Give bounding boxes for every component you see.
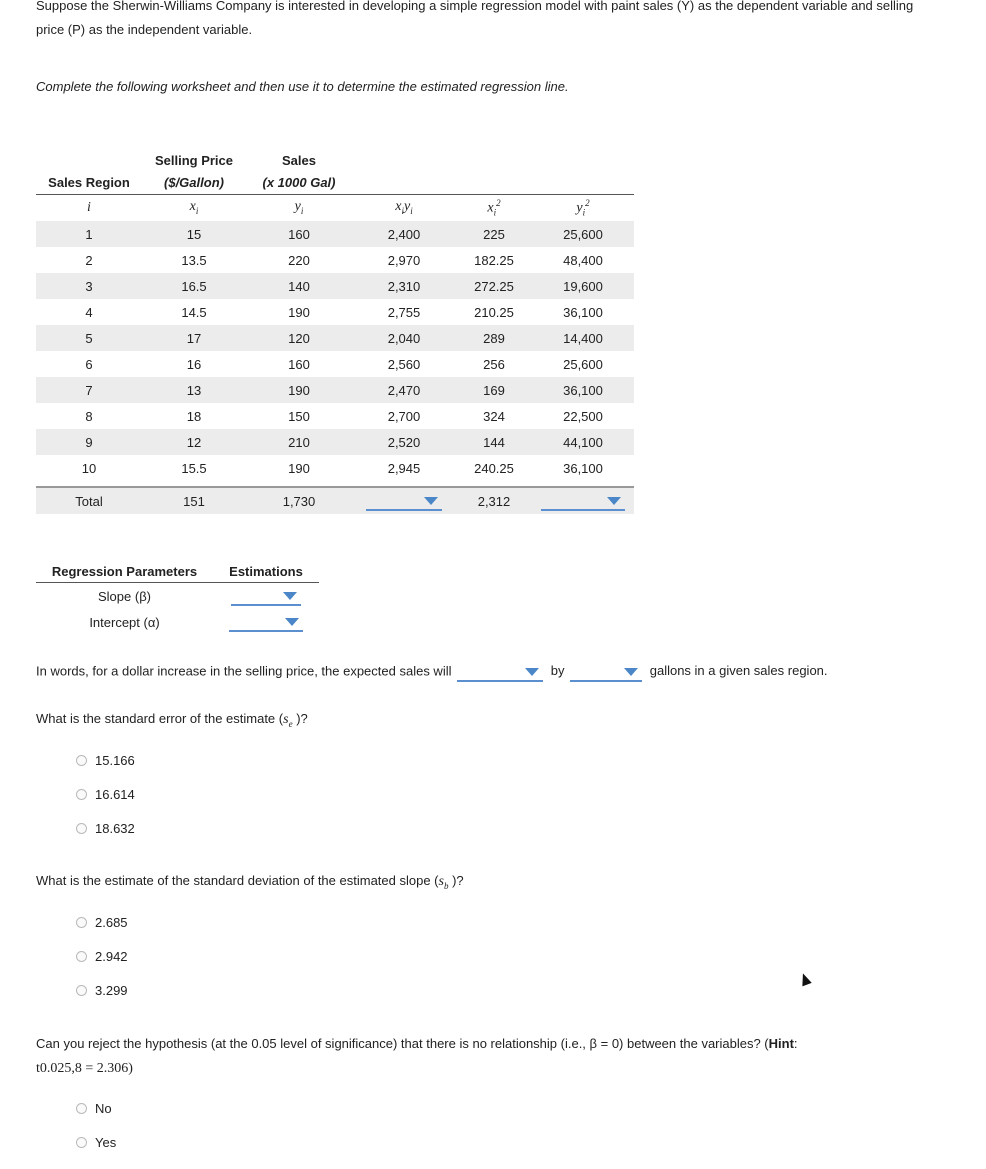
table-row [36,273,634,299]
chevron-down-icon [424,497,438,505]
radio-icon[interactable] [76,1103,87,1114]
symbol-row [36,194,634,221]
total-x: 151 [183,493,205,509]
slope-row [36,583,319,609]
sb-option-1[interactable]: 2.685 [76,915,128,930]
row-index: 4 [85,304,93,320]
header-sales-unit: (x 1000 Gal) [262,175,336,190]
row-price: 16.5 [181,278,207,294]
slope-label: Slope (β) [98,588,151,604]
chevron-down-icon [624,668,638,676]
row-sales: 150 [288,408,310,424]
total-label: Total [75,493,103,509]
direction-dropdown[interactable] [457,662,543,682]
row-xy: 2,520 [387,434,421,450]
header-selling-price: Selling Price [154,153,234,168]
table-row [36,377,634,403]
intercept-dropdown[interactable] [229,612,303,632]
symbol-x2: $x_i^2$ [487,197,501,218]
row-y2: 48,400 [563,252,603,268]
row-x2: 225 [483,226,505,242]
table-row [36,325,634,351]
row-xy: 2,040 [387,330,421,346]
regression-table [36,560,319,635]
row-price: 15 [186,226,202,242]
header-rule [36,194,142,195]
se-question [36,711,308,729]
row-xy: 2,945 [387,460,421,476]
row-price: 12 [186,434,202,450]
reject-question: Can you reject the hypothesis (at the 0.05 level of significance) that there is no relationship (i.e., β = 0) between the variables? (Hint: t0.025,8 = 2.306) [36,1036,798,1076]
radio-icon[interactable] [76,823,87,834]
row-price: 15.5 [181,460,207,476]
row-index: 1 [85,226,93,242]
table-row [36,429,634,455]
radio-icon[interactable] [76,917,87,928]
hint-label: Hint [768,1036,794,1051]
se-question-close: )? [296,711,308,726]
words-after: gallons in a given sales region. [649,663,828,679]
row-x2: 240.25 [474,460,514,476]
total-xy-cell [352,491,456,511]
radio-icon[interactable] [76,789,87,800]
row-sales: 190 [288,382,310,398]
words-question [36,662,828,682]
row-xy: 2,755 [387,304,421,320]
chevron-down-icon [525,668,539,676]
table-row [36,247,634,273]
row-index: 9 [85,434,93,450]
row-y2: 25,600 [563,356,603,372]
total-y: 1,730 [282,493,316,509]
row-sales: 210 [288,434,310,450]
row-price: 13.5 [181,252,207,268]
mouse-cursor-icon [798,972,812,987]
row-y2: 44,100 [563,434,603,450]
total-xy-dropdown[interactable] [366,491,442,511]
row-xy: 2,310 [387,278,421,294]
row-xy: 2,400 [387,226,421,242]
row-index: 10 [81,460,97,476]
row-x2: 256 [483,356,505,372]
row-sales: 160 [288,226,310,242]
symbol-y2: $y_i^2$ [576,197,590,218]
se-question-text: What is the standard error of the estimate ( [36,711,284,726]
row-sales: 160 [288,356,310,372]
row-y2: 19,600 [563,278,603,294]
row-y2: 22,500 [563,408,603,424]
header-estimations: Estimations [229,563,303,579]
reject-option-yes[interactable]: Yes [76,1135,116,1150]
sb-question [36,873,464,891]
row-x2: 169 [483,382,505,398]
row-x2: 144 [483,434,505,450]
chevron-down-icon [607,497,621,505]
radio-icon[interactable] [76,951,87,962]
table-row [36,221,634,247]
header-sales-region: Sales Region [48,175,130,190]
table-row [36,403,634,429]
radio-icon[interactable] [76,985,87,996]
row-price: 17 [186,330,202,346]
row-index: 3 [85,278,93,294]
row-sales: 190 [288,460,310,476]
row-xy: 2,970 [387,252,421,268]
sb-option-3[interactable]: 3.299 [76,983,128,998]
row-y2: 36,100 [563,382,603,398]
symbol-y: $y_i$ [294,199,304,216]
regression-header [36,560,319,583]
reject-option-no[interactable]: No [76,1101,112,1116]
table-row [36,351,634,377]
se-option-1[interactable]: 15.166 [76,753,135,768]
row-index: 2 [85,252,93,268]
row-price: 14.5 [181,304,207,320]
row-sales: 140 [288,278,310,294]
sb-symbol: $s_b$ [438,874,449,891]
radio-icon[interactable] [76,755,87,766]
table-row [36,299,634,325]
hint-formula: t0.025,8 = 2.306) [36,1061,133,1076]
words-middle: by [550,663,565,679]
row-index: 6 [85,356,93,372]
row-y2: 25,600 [563,226,603,242]
total-y2-dropdown[interactable] [541,491,625,511]
row-index: 7 [85,382,93,398]
row-x2: 210.25 [474,304,514,320]
row-price: 13 [186,382,202,398]
worksheet-instruction: Complete the following worksheet and then use it to determine the estimated regression line. [36,79,569,94]
words-before: In words, for a dollar increase in the selling price, the expected sales will [36,663,452,679]
header-sales: Sales [282,153,316,168]
row-xy: 2,560 [387,356,421,372]
total-y2-cell [532,491,634,511]
se-symbol: $s_e$ [283,712,293,729]
symbol-x: $x_i$ [189,199,199,216]
worksheet-table [36,150,634,514]
row-index: 8 [85,408,93,424]
radio-icon[interactable] [76,1137,87,1148]
row-x2: 289 [483,330,505,346]
amount-dropdown[interactable] [570,662,642,682]
row-x2: 272.25 [474,278,514,294]
row-sales: 190 [288,304,310,320]
slope-dropdown[interactable] [231,586,301,606]
intercept-label: Intercept (α) [89,614,160,630]
row-x2: 182.25 [474,252,514,268]
row-y2: 36,100 [563,460,603,476]
symbol-xy: $x_iy_i$ [395,199,413,216]
row-y2: 36,100 [563,304,603,320]
intercept-row [36,609,319,635]
row-price: 16 [186,356,202,372]
sb-question-close: )? [452,873,464,888]
row-xy: 2,700 [387,408,421,424]
row-index: 5 [85,330,93,346]
row-y2: 14,400 [563,330,603,346]
row-sales: 120 [288,330,310,346]
symbol-i: i [87,199,91,215]
worksheet-header [36,150,634,194]
header-rule [142,194,352,195]
header-parameters: Regression Parameters [51,563,198,579]
row-sales: 220 [288,252,310,268]
chevron-down-icon [283,592,297,600]
header-rule [352,194,634,195]
total-row [36,486,634,514]
intro-text: Suppose the Sherwin-Williams Company is interested in developing a simple regression model with paint sales (Y) as the dependent variable and selling price (P) as the independent variable. [36,0,914,37]
header-selling-price-unit: ($/Gallon) [164,175,224,190]
total-x2: 2,312 [477,493,511,509]
row-price: 18 [186,408,202,424]
sb-question-text: What is the estimate of the standard deviation of the estimated slope ( [36,873,439,888]
row-x2: 324 [483,408,505,424]
se-option-2[interactable]: 16.614 [76,787,135,802]
row-xy: 2,470 [387,382,421,398]
se-option-3[interactable]: 18.632 [76,821,135,836]
worksheet-rows [36,221,634,481]
table-row [36,455,634,481]
sb-option-2[interactable]: 2.942 [76,949,128,964]
chevron-down-icon [285,618,299,626]
reject-question-text: Can you reject the hypothesis (at the 0.05 level of significance) that there is no relationship (i.e., β = 0) between the variables? ( [36,1036,769,1051]
